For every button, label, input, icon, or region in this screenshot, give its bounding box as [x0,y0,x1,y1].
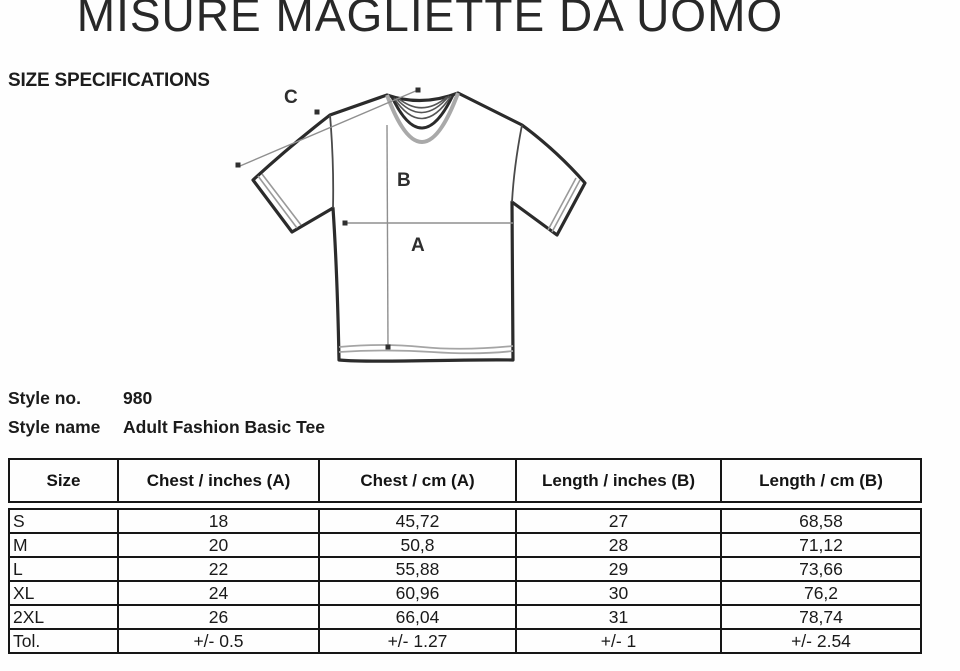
measure-line-length-b [387,125,388,347]
page-title-wrap [0,0,860,39]
label-length-b: B [397,170,411,191]
size-table [8,458,920,654]
endpoint-square-chest-left [343,221,348,226]
value-cell: +/- 1.27 [319,629,516,653]
size-cell: S [9,509,118,533]
value-cell: 22 [118,557,319,581]
value-cell: 30 [516,581,721,605]
size-cell: M [9,533,118,557]
size-cell: Tol. [9,629,118,653]
value-cell: 60,96 [319,581,516,605]
value-cell: 28 [516,533,721,557]
section-label: SIZE SPECIFICATIONS [8,70,210,91]
value-cell: +/- 0.5 [118,629,319,653]
value-cell: 66,04 [319,605,516,629]
table-row [9,605,921,629]
style-no-label: Style no. [8,388,81,408]
table-row [9,581,921,605]
col-header-chest-inches: Chest / inches (A) [118,459,319,502]
size-cell: XL [9,581,118,605]
header-row [9,459,921,502]
style-no-value: 980 [123,388,153,408]
label-sleeve-c: C [284,87,298,108]
value-cell: 55,88 [319,557,516,581]
tshirt-diagram [222,78,622,378]
value-cell: +/- 2.54 [721,629,921,653]
col-header-size: Size [9,459,118,502]
value-cell: 50,8 [319,533,516,557]
endpoint-square-collar [416,88,421,93]
style-name-value: Adult Fashion Basic Tee [123,417,325,437]
value-cell: 27 [516,509,721,533]
value-cell: 76,2 [721,581,921,605]
table-row-tolerance [9,629,921,653]
value-cell: +/- 1 [516,629,721,653]
value-cell: 73,66 [721,557,921,581]
value-cell: 20 [118,533,319,557]
style-no-row [8,388,325,409]
col-header-chest-cm: Chest / cm (A) [319,459,516,502]
value-cell: 18 [118,509,319,533]
value-cell: 71,12 [721,533,921,557]
page-title: MISURE MAGLIETTE DA UOMO [76,0,784,41]
value-cell: 29 [516,557,721,581]
table-row [9,533,921,557]
col-header-length-inches: Length / inches (B) [516,459,721,502]
table-row [9,557,921,581]
size-table-header [8,458,922,503]
value-cell: 68,58 [721,509,921,533]
style-name-row [8,417,325,438]
value-cell: 45,72 [319,509,516,533]
size-cell: L [9,557,118,581]
size-cell: 2XL [9,605,118,629]
value-cell: 31 [516,605,721,629]
value-cell: 24 [118,581,319,605]
style-info [8,388,325,446]
value-cell: 26 [118,605,319,629]
size-table-body [8,508,922,654]
col-header-length-cm: Length / cm (B) [721,459,921,502]
label-chest-a: A [411,235,425,256]
endpoint-square-hem [386,345,391,350]
endpoint-square-shoulder [315,110,320,115]
table-row [9,509,921,533]
tshirt-outline-icon [253,93,585,361]
endpoint-square-sleeve-end [236,163,241,168]
style-name-label: Style name [8,417,101,437]
value-cell: 78,74 [721,605,921,629]
